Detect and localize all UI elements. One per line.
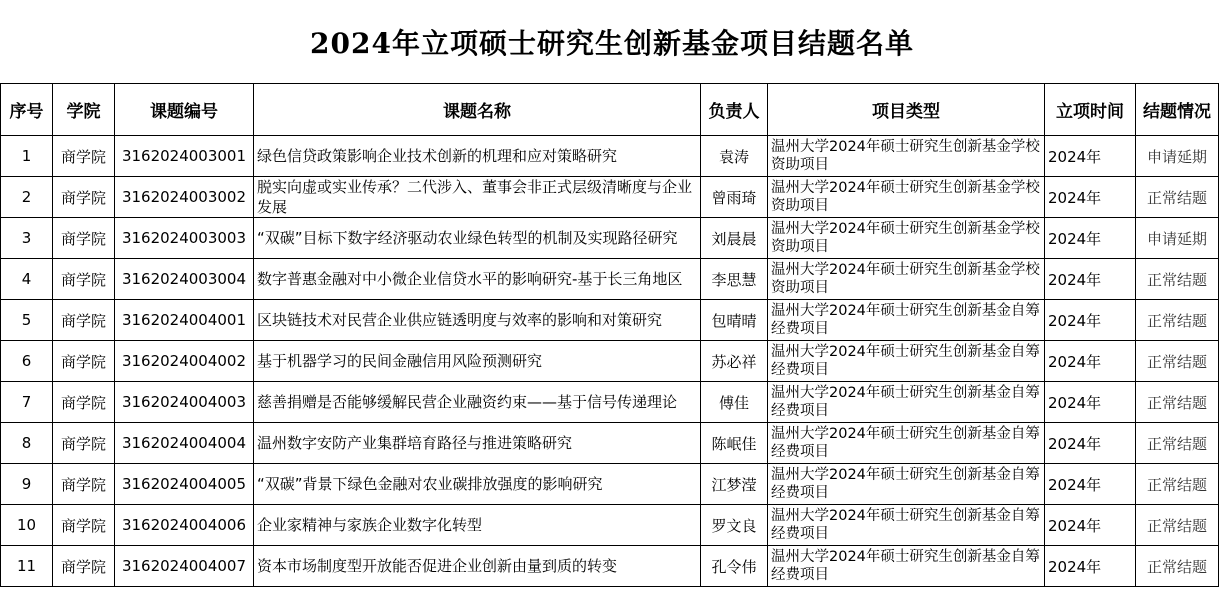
cell-type: 温州大学2024年硕士研究生创新基金自筹经费项目 (768, 341, 1045, 382)
page-title: 2024年立项硕士研究生创新基金项目结题名单 (310, 27, 914, 60)
table-row (1, 259, 1219, 300)
cell-name: 脱实向虚或实业传承？二代涉入、董事会非正式层级清晰度与企业发展 (254, 177, 701, 218)
cell-no: 1 (1, 136, 53, 177)
cell-year: 2024年 (1045, 464, 1136, 505)
cell-code: 3162024003001 (115, 136, 254, 177)
cell-year: 2024年 (1045, 423, 1136, 464)
cell-college: 商学院 (53, 136, 115, 177)
cell-leader: 孔令伟 (701, 546, 768, 587)
cell-leader: 苏必祥 (701, 341, 768, 382)
cell-name: “双碳”背景下绿色金融对农业碳排放强度的影响研究 (254, 464, 701, 505)
table-row (1, 218, 1219, 259)
cell-college: 商学院 (53, 218, 115, 259)
cell-year: 2024年 (1045, 177, 1136, 218)
cell-no: 2 (1, 177, 53, 218)
cell-code: 3162024004002 (115, 341, 254, 382)
cell-year: 2024年 (1045, 218, 1136, 259)
cell-leader: 李思慧 (701, 259, 768, 300)
cell-leader: 袁涛 (701, 136, 768, 177)
cell-college: 商学院 (53, 423, 115, 464)
header-code: 课题编号 (115, 84, 254, 136)
cell-status: 申请延期 (1136, 136, 1219, 177)
cell-no: 3 (1, 218, 53, 259)
cell-type: 温州大学2024年硕士研究生创新基金自筹经费项目 (768, 423, 1045, 464)
cell-college: 商学院 (53, 177, 115, 218)
cell-status: 正常结题 (1136, 177, 1219, 218)
header-row (1, 84, 1219, 136)
table-row (1, 341, 1219, 382)
cell-leader: 曾雨琦 (701, 177, 768, 218)
header-leader: 负责人 (701, 84, 768, 136)
header-no: 序号 (1, 84, 53, 136)
cell-name: 区块链技术对民营企业供应链透明度与效率的影响和对策研究 (254, 300, 701, 341)
table-row (1, 177, 1219, 218)
cell-status: 正常结题 (1136, 300, 1219, 341)
cell-name: 基于机器学习的民间金融信用风险预测研究 (254, 341, 701, 382)
cell-code: 3162024004004 (115, 423, 254, 464)
cell-status: 正常结题 (1136, 464, 1219, 505)
cell-name: 慈善捐赠是否能够缓解民营企业融资约束——基于信号传递理论 (254, 382, 701, 423)
cell-name: 温州数字安防产业集群培育路径与推进策略研究 (254, 423, 701, 464)
cell-no: 4 (1, 259, 53, 300)
cell-status: 正常结题 (1136, 505, 1219, 546)
header-year: 立项时间 (1045, 84, 1136, 136)
cell-status: 正常结题 (1136, 341, 1219, 382)
cell-college: 商学院 (53, 341, 115, 382)
cell-name: “双碳”目标下数字经济驱动农业绿色转型的机制及实现路径研究 (254, 218, 701, 259)
cell-leader: 陈岷佳 (701, 423, 768, 464)
cell-status: 正常结题 (1136, 423, 1219, 464)
cell-year: 2024年 (1045, 259, 1136, 300)
cell-type: 温州大学2024年硕士研究生创新基金自筹经费项目 (768, 505, 1045, 546)
cell-name: 数字普惠金融对中小微企业信贷水平的影响研究-基于长三角地区 (254, 259, 701, 300)
cell-status: 正常结题 (1136, 382, 1219, 423)
cell-type: 温州大学2024年硕士研究生创新基金自筹经费项目 (768, 546, 1045, 587)
table-row (1, 505, 1219, 546)
cell-year: 2024年 (1045, 300, 1136, 341)
cell-status: 申请延期 (1136, 218, 1219, 259)
cell-no: 11 (1, 546, 53, 587)
cell-year: 2024年 (1045, 382, 1136, 423)
cell-college: 商学院 (53, 300, 115, 341)
cell-leader: 刘晨晨 (701, 218, 768, 259)
header-college: 学院 (53, 84, 115, 136)
cell-code: 3162024004003 (115, 382, 254, 423)
cell-year: 2024年 (1045, 546, 1136, 587)
table-row (1, 300, 1219, 341)
table-row (1, 464, 1219, 505)
cell-name: 绿色信贷政策影响企业技术创新的机理和应对策略研究 (254, 136, 701, 177)
cell-college: 商学院 (53, 382, 115, 423)
cell-college: 商学院 (53, 259, 115, 300)
cell-type: 温州大学2024年硕士研究生创新基金自筹经费项目 (768, 300, 1045, 341)
cell-year: 2024年 (1045, 505, 1136, 546)
projects-table (0, 83, 1219, 587)
header-status: 结题情况 (1136, 84, 1219, 136)
cell-no: 6 (1, 341, 53, 382)
cell-no: 8 (1, 423, 53, 464)
cell-no: 5 (1, 300, 53, 341)
cell-code: 3162024003004 (115, 259, 254, 300)
cell-leader: 包晴晴 (701, 300, 768, 341)
cell-leader: 江梦滢 (701, 464, 768, 505)
cell-type: 温州大学2024年硕士研究生创新基金学校资助项目 (768, 259, 1045, 300)
header-name: 课题名称 (254, 84, 701, 136)
header-type: 项目类型 (768, 84, 1045, 136)
table-row (1, 382, 1219, 423)
cell-type: 温州大学2024年硕士研究生创新基金学校资助项目 (768, 136, 1045, 177)
cell-college: 商学院 (53, 505, 115, 546)
cell-type: 温州大学2024年硕士研究生创新基金自筹经费项目 (768, 382, 1045, 423)
cell-status: 正常结题 (1136, 546, 1219, 587)
cell-code: 3162024004005 (115, 464, 254, 505)
cell-type: 温州大学2024年硕士研究生创新基金学校资助项目 (768, 177, 1045, 218)
cell-code: 3162024004007 (115, 546, 254, 587)
cell-type: 温州大学2024年硕士研究生创新基金自筹经费项目 (768, 464, 1045, 505)
table-row (1, 423, 1219, 464)
cell-leader: 傅佳 (701, 382, 768, 423)
cell-college: 商学院 (53, 546, 115, 587)
cell-leader: 罗文良 (701, 505, 768, 546)
cell-code: 3162024004006 (115, 505, 254, 546)
table-row (1, 136, 1219, 177)
cell-no: 7 (1, 382, 53, 423)
cell-no: 9 (1, 464, 53, 505)
cell-type: 温州大学2024年硕士研究生创新基金学校资助项目 (768, 218, 1045, 259)
cell-college: 商学院 (53, 464, 115, 505)
cell-code: 3162024003002 (115, 177, 254, 218)
cell-name: 资本市场制度型开放能否促进企业创新由量到质的转变 (254, 546, 701, 587)
cell-year: 2024年 (1045, 136, 1136, 177)
cell-year: 2024年 (1045, 341, 1136, 382)
cell-name: 企业家精神与家族企业数字化转型 (254, 505, 701, 546)
table-row (1, 546, 1219, 587)
cell-code: 3162024003003 (115, 218, 254, 259)
cell-status: 正常结题 (1136, 259, 1219, 300)
cell-no: 10 (1, 505, 53, 546)
cell-code: 3162024004001 (115, 300, 254, 341)
